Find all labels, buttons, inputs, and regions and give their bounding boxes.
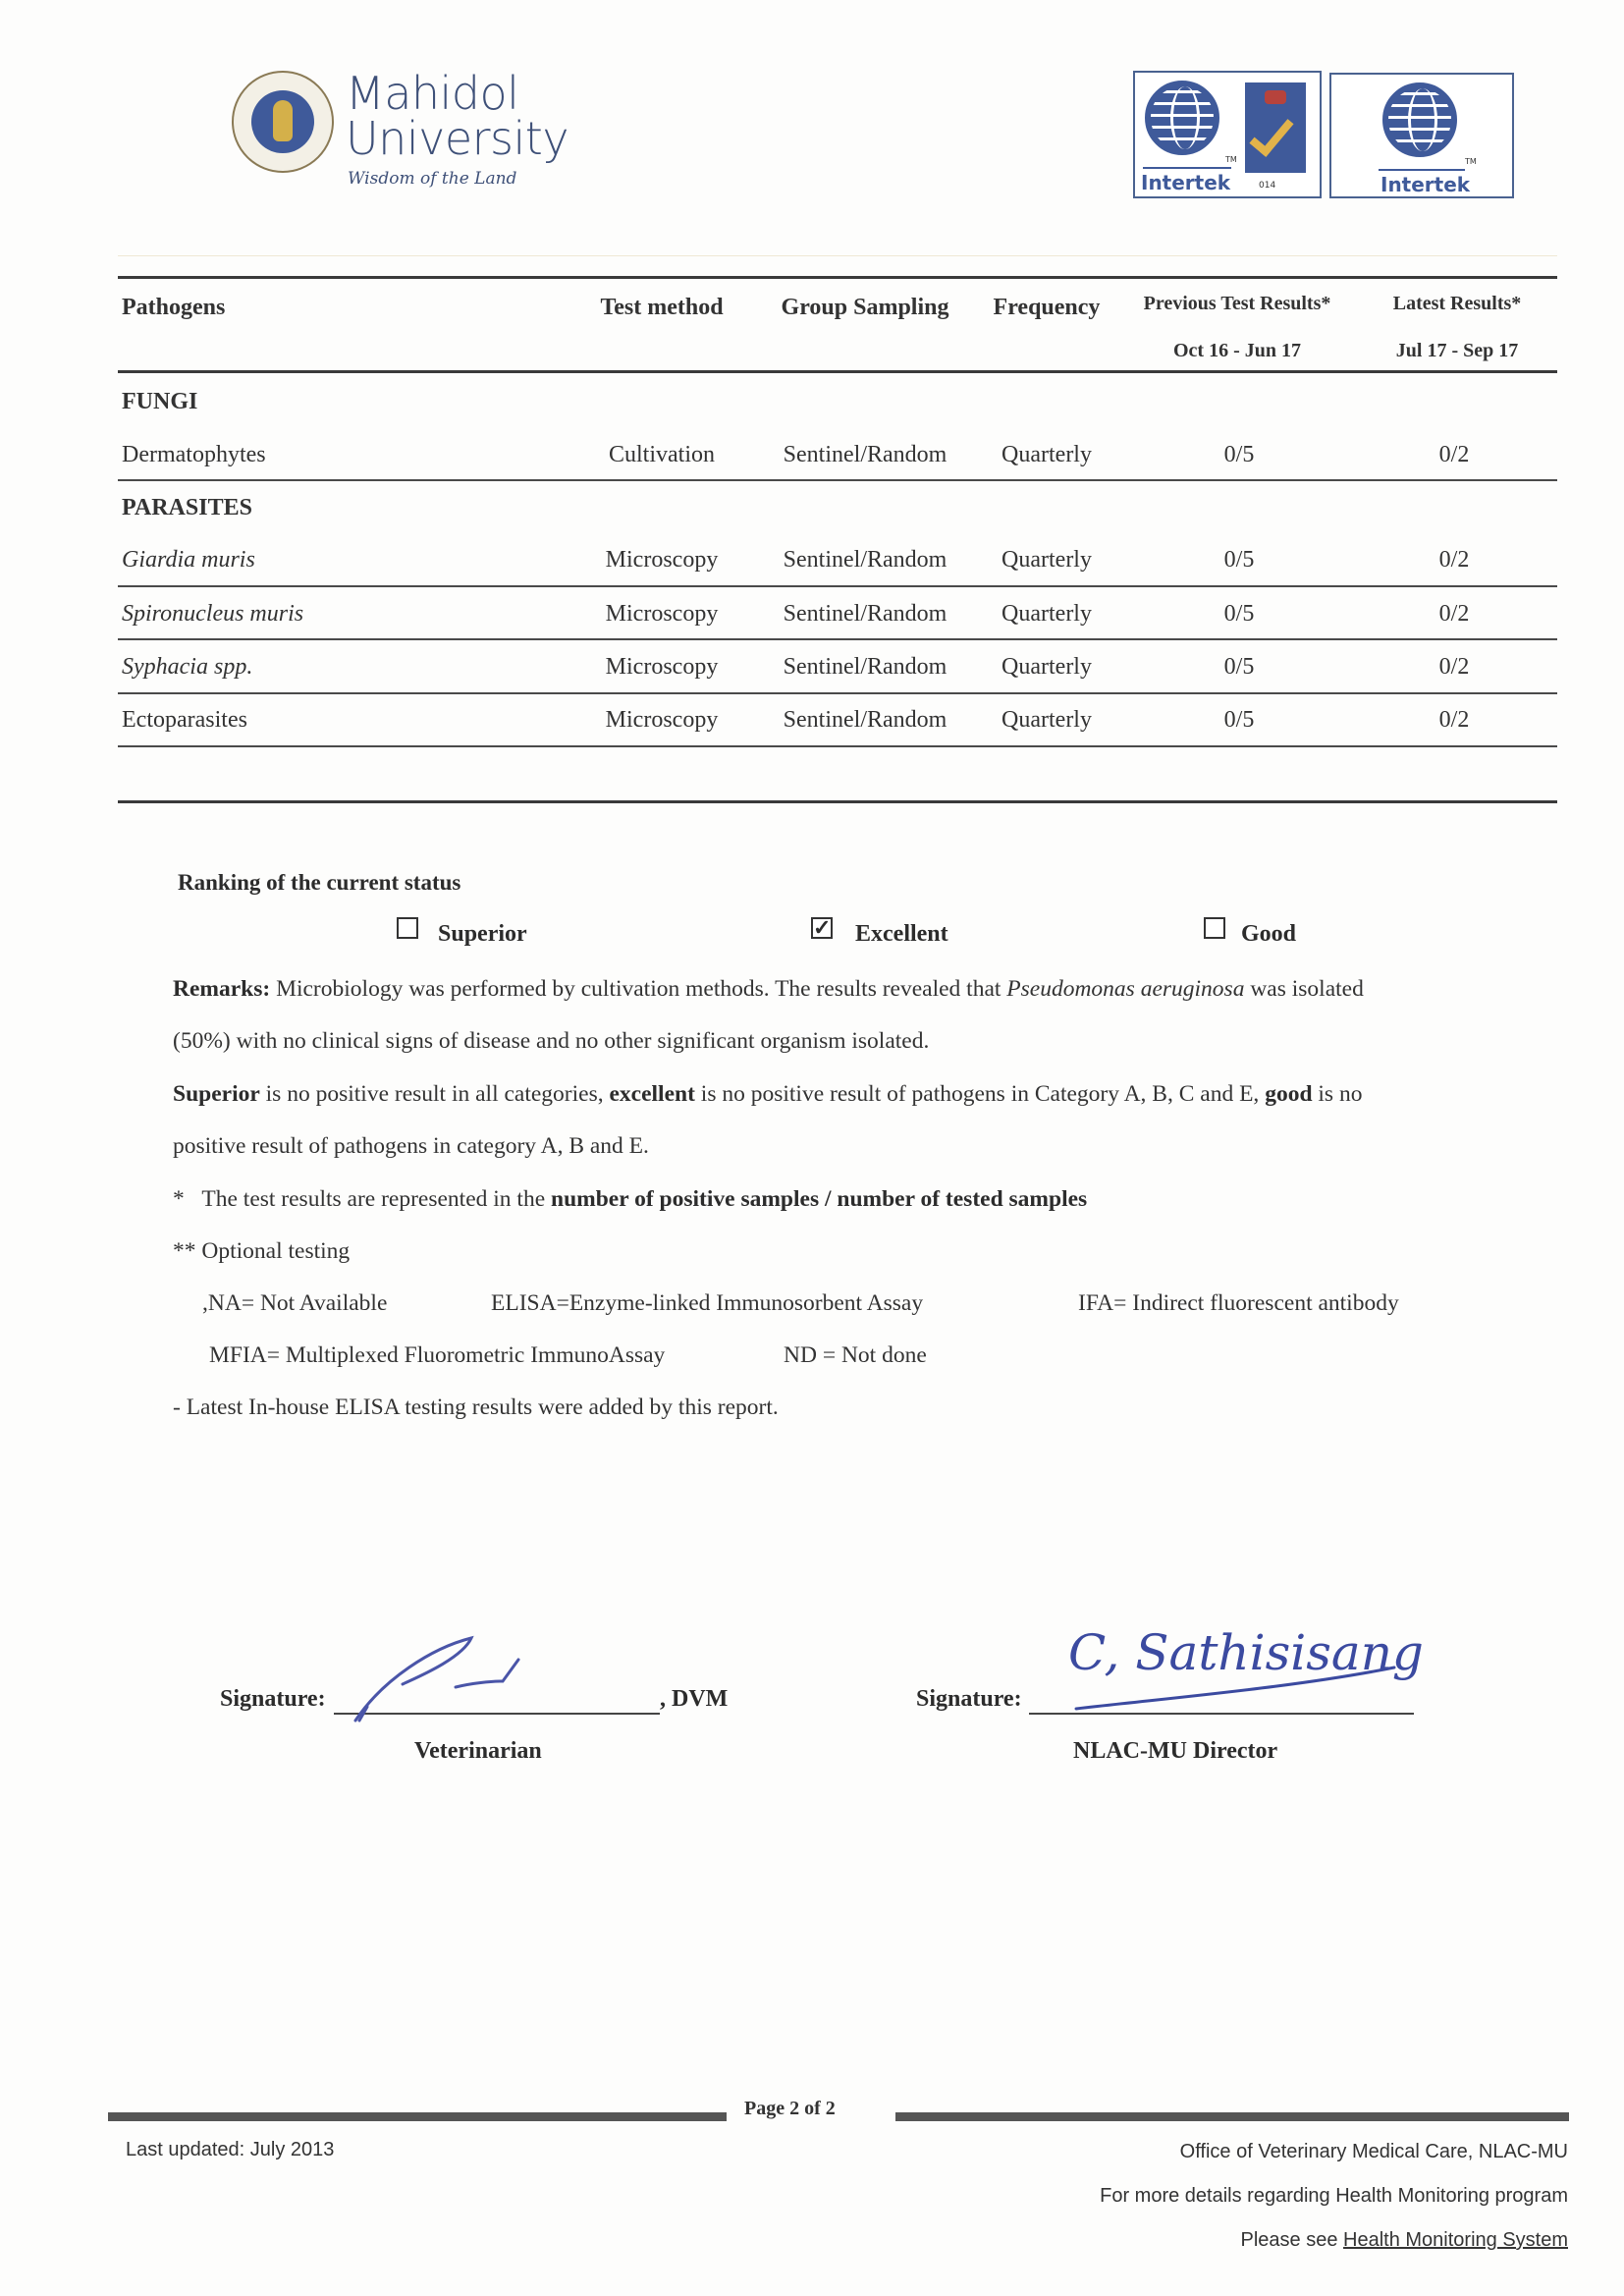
definition-text: is no positive result in all categories, — [259, 1081, 610, 1107]
trademark-label: TM — [1465, 157, 1477, 166]
header-group-sampling: Group Sampling — [781, 295, 949, 320]
cell-sampling: Sentinel/Random — [783, 442, 947, 467]
university-name-line1: Mahidol — [346, 67, 519, 120]
note-bold-text: number of positive samples / number of tested samples — [551, 1186, 1088, 1212]
ukas-accreditation-icon — [1245, 82, 1306, 173]
cell-sampling: Sentinel/Random — [783, 654, 947, 680]
remarks-label: Remarks: — [173, 976, 271, 1002]
organism-name: Pseudomonas aeruginosa — [1006, 976, 1245, 1002]
note-elisa-added: - Latest In-house ELISA testing results were added by this report. — [173, 1394, 779, 1420]
table-top-rule — [118, 276, 1557, 279]
university-seal-logo — [232, 71, 334, 173]
header-previous-results: Previous Test Results* — [1143, 293, 1331, 314]
row-divider — [118, 479, 1557, 481]
remarks-line2: (50%) with no clinical signs of disease and no other significant organism isolated. — [173, 1028, 930, 1054]
left-signature-label: Signature: — [220, 1686, 326, 1712]
superior-label: Superior — [438, 921, 527, 947]
university-name-line2: University — [346, 112, 569, 165]
cell-previous: 0/5 — [1223, 601, 1255, 627]
header-frequency: Frequency — [993, 295, 1101, 320]
abbr-ifa: IFA= Indirect fluorescent antibody — [1078, 1290, 1399, 1316]
cell-sampling: Sentinel/Random — [783, 601, 947, 627]
term-good: good — [1265, 1081, 1313, 1107]
ranking-definition-line2: positive result of pathogens in category A, B and E. — [173, 1133, 649, 1159]
cell-frequency: Quarterly — [1001, 654, 1092, 680]
cell-latest: 0/2 — [1438, 654, 1470, 680]
crown-icon — [1265, 90, 1286, 104]
university-name — [346, 67, 569, 165]
term-excellent: excellent — [609, 1081, 695, 1107]
row-divider — [118, 585, 1557, 587]
excellent-label: Excellent — [855, 921, 948, 947]
cell-latest: 0/2 — [1438, 601, 1470, 627]
table-header-rule — [118, 370, 1557, 373]
cell-method: Cultivation — [609, 442, 715, 467]
intertek-label: Intertek — [1141, 171, 1231, 194]
health-monitoring-system-link[interactable]: Health Monitoring System — [1343, 2229, 1568, 2251]
header-pathogens: Pathogens — [122, 295, 226, 320]
header-previous-period: Oct 16 - Jun 17 — [1173, 340, 1301, 361]
header-test-method: Test method — [600, 295, 724, 320]
header-divider — [118, 255, 1557, 256]
good-label: Good — [1241, 921, 1297, 947]
office-name: Office of Veterinary Medical Care, NLAC-MU — [1179, 2141, 1568, 2162]
page-number: Page 2 of 2 — [744, 2098, 836, 2119]
excellent-checkbox[interactable] — [811, 917, 833, 939]
see-system-line — [1241, 2229, 1569, 2252]
cell-frequency: Quarterly — [1001, 601, 1092, 627]
cell-pathogen: Ectoparasites — [122, 707, 247, 733]
term-superior: Superior — [173, 1081, 260, 1107]
superior-checkbox[interactable] — [397, 917, 418, 939]
ranking-title: Ranking of the current status — [178, 870, 461, 895]
cell-pathogen: Spironucleus muris — [122, 601, 304, 627]
remarks-line1 — [173, 976, 1364, 1003]
cell-previous: 0/5 — [1223, 707, 1255, 733]
university-tagline: Wisdom of the Land — [348, 169, 517, 189]
definition-text: is no positive result of pathogens in Category A, B, C and E, — [694, 1081, 1266, 1107]
veterinarian-title: Veterinarian — [414, 1738, 542, 1764]
director-signature-text: C, Sathisisang — [1068, 1624, 1424, 1681]
note-results-format — [173, 1186, 1087, 1213]
header-latest-period: Jul 17 - Sep 17 — [1395, 340, 1519, 361]
asterisk-mark: * — [173, 1186, 185, 1212]
note-optional-testing: ** Optional testing — [173, 1238, 351, 1264]
table-bottom-rule — [118, 800, 1557, 803]
seal-emblem-icon — [251, 90, 314, 153]
checkmark-icon: ✓ — [813, 915, 832, 940]
cell-method: Microscopy — [605, 601, 719, 627]
ranking-definition-line1 — [173, 1081, 1362, 1108]
intertek-label: Intertek — [1380, 173, 1471, 196]
cell-sampling: Sentinel/Random — [783, 547, 947, 573]
cell-frequency: Quarterly — [1001, 442, 1092, 467]
cert-divider — [1379, 169, 1465, 171]
footer-bar-left — [108, 2112, 727, 2121]
cell-latest: 0/2 — [1438, 547, 1470, 573]
right-signature-label: Signature: — [916, 1686, 1022, 1712]
row-divider — [118, 745, 1557, 747]
remarks-text: was isolated — [1244, 976, 1364, 1002]
abbr-na: ,NA= Not Available — [202, 1290, 388, 1316]
cell-pathogen: Giardia muris — [122, 547, 255, 573]
row-divider — [118, 638, 1557, 640]
row-divider — [118, 692, 1557, 694]
cell-frequency: Quarterly — [1001, 547, 1092, 573]
please-see-text: Please see — [1240, 2229, 1344, 2251]
director-signature — [1060, 1611, 1424, 1719]
last-updated: Last updated: July 2013 — [126, 2139, 335, 2160]
cell-previous: 0/5 — [1223, 442, 1255, 467]
cell-method: Microscopy — [605, 707, 719, 733]
trademark-label: TM — [1225, 155, 1237, 164]
good-checkbox[interactable] — [1204, 917, 1225, 939]
checkmark-icon — [1249, 110, 1293, 157]
cert-divider — [1143, 167, 1231, 169]
cell-sampling: Sentinel/Random — [783, 707, 947, 733]
abbr-mfia: MFIA= Multiplexed Fluorometric ImmunoAssay — [209, 1342, 666, 1368]
header-latest-results: Latest Results* — [1392, 293, 1522, 314]
intertek-globe-icon — [1382, 82, 1457, 157]
cell-previous: 0/5 — [1223, 547, 1255, 573]
footer-bar-right — [895, 2112, 1569, 2121]
note-text: The test results are represented in the — [201, 1186, 551, 1212]
category-label: PARASITES — [122, 495, 252, 520]
abbr-elisa: ELISA=Enzyme-linked Immunosorbent Assay — [491, 1290, 924, 1316]
crest-icon — [273, 100, 293, 141]
cell-latest: 0/2 — [1438, 707, 1470, 733]
veterinarian-signature — [344, 1630, 560, 1728]
iso-9001-certification-badge — [1133, 71, 1322, 198]
remarks-text: Microbiology was performed by cultivation methods. The results revealed that — [276, 976, 1007, 1002]
definition-text: is no — [1312, 1081, 1363, 1107]
ukas-number: 014 — [1259, 181, 1276, 191]
ohsas-18001-certification-badge — [1329, 73, 1514, 198]
intertek-globe-icon — [1145, 81, 1219, 155]
cell-pathogen: Dermatophytes — [122, 442, 266, 467]
cell-previous: 0/5 — [1223, 654, 1255, 680]
category-label: FUNGI — [122, 389, 198, 414]
cell-method: Microscopy — [605, 654, 719, 680]
director-title: NLAC-MU Director — [1073, 1738, 1278, 1764]
cell-latest: 0/2 — [1438, 442, 1470, 467]
cell-frequency: Quarterly — [1001, 707, 1092, 733]
details-note: For more details regarding Health Monitoring program — [1100, 2185, 1568, 2207]
abbr-nd: ND = Not done — [784, 1342, 927, 1368]
cell-pathogen: Syphacia spp. — [122, 654, 253, 680]
cell-method: Microscopy — [605, 547, 719, 573]
dvm-suffix: , DVM — [660, 1686, 729, 1712]
